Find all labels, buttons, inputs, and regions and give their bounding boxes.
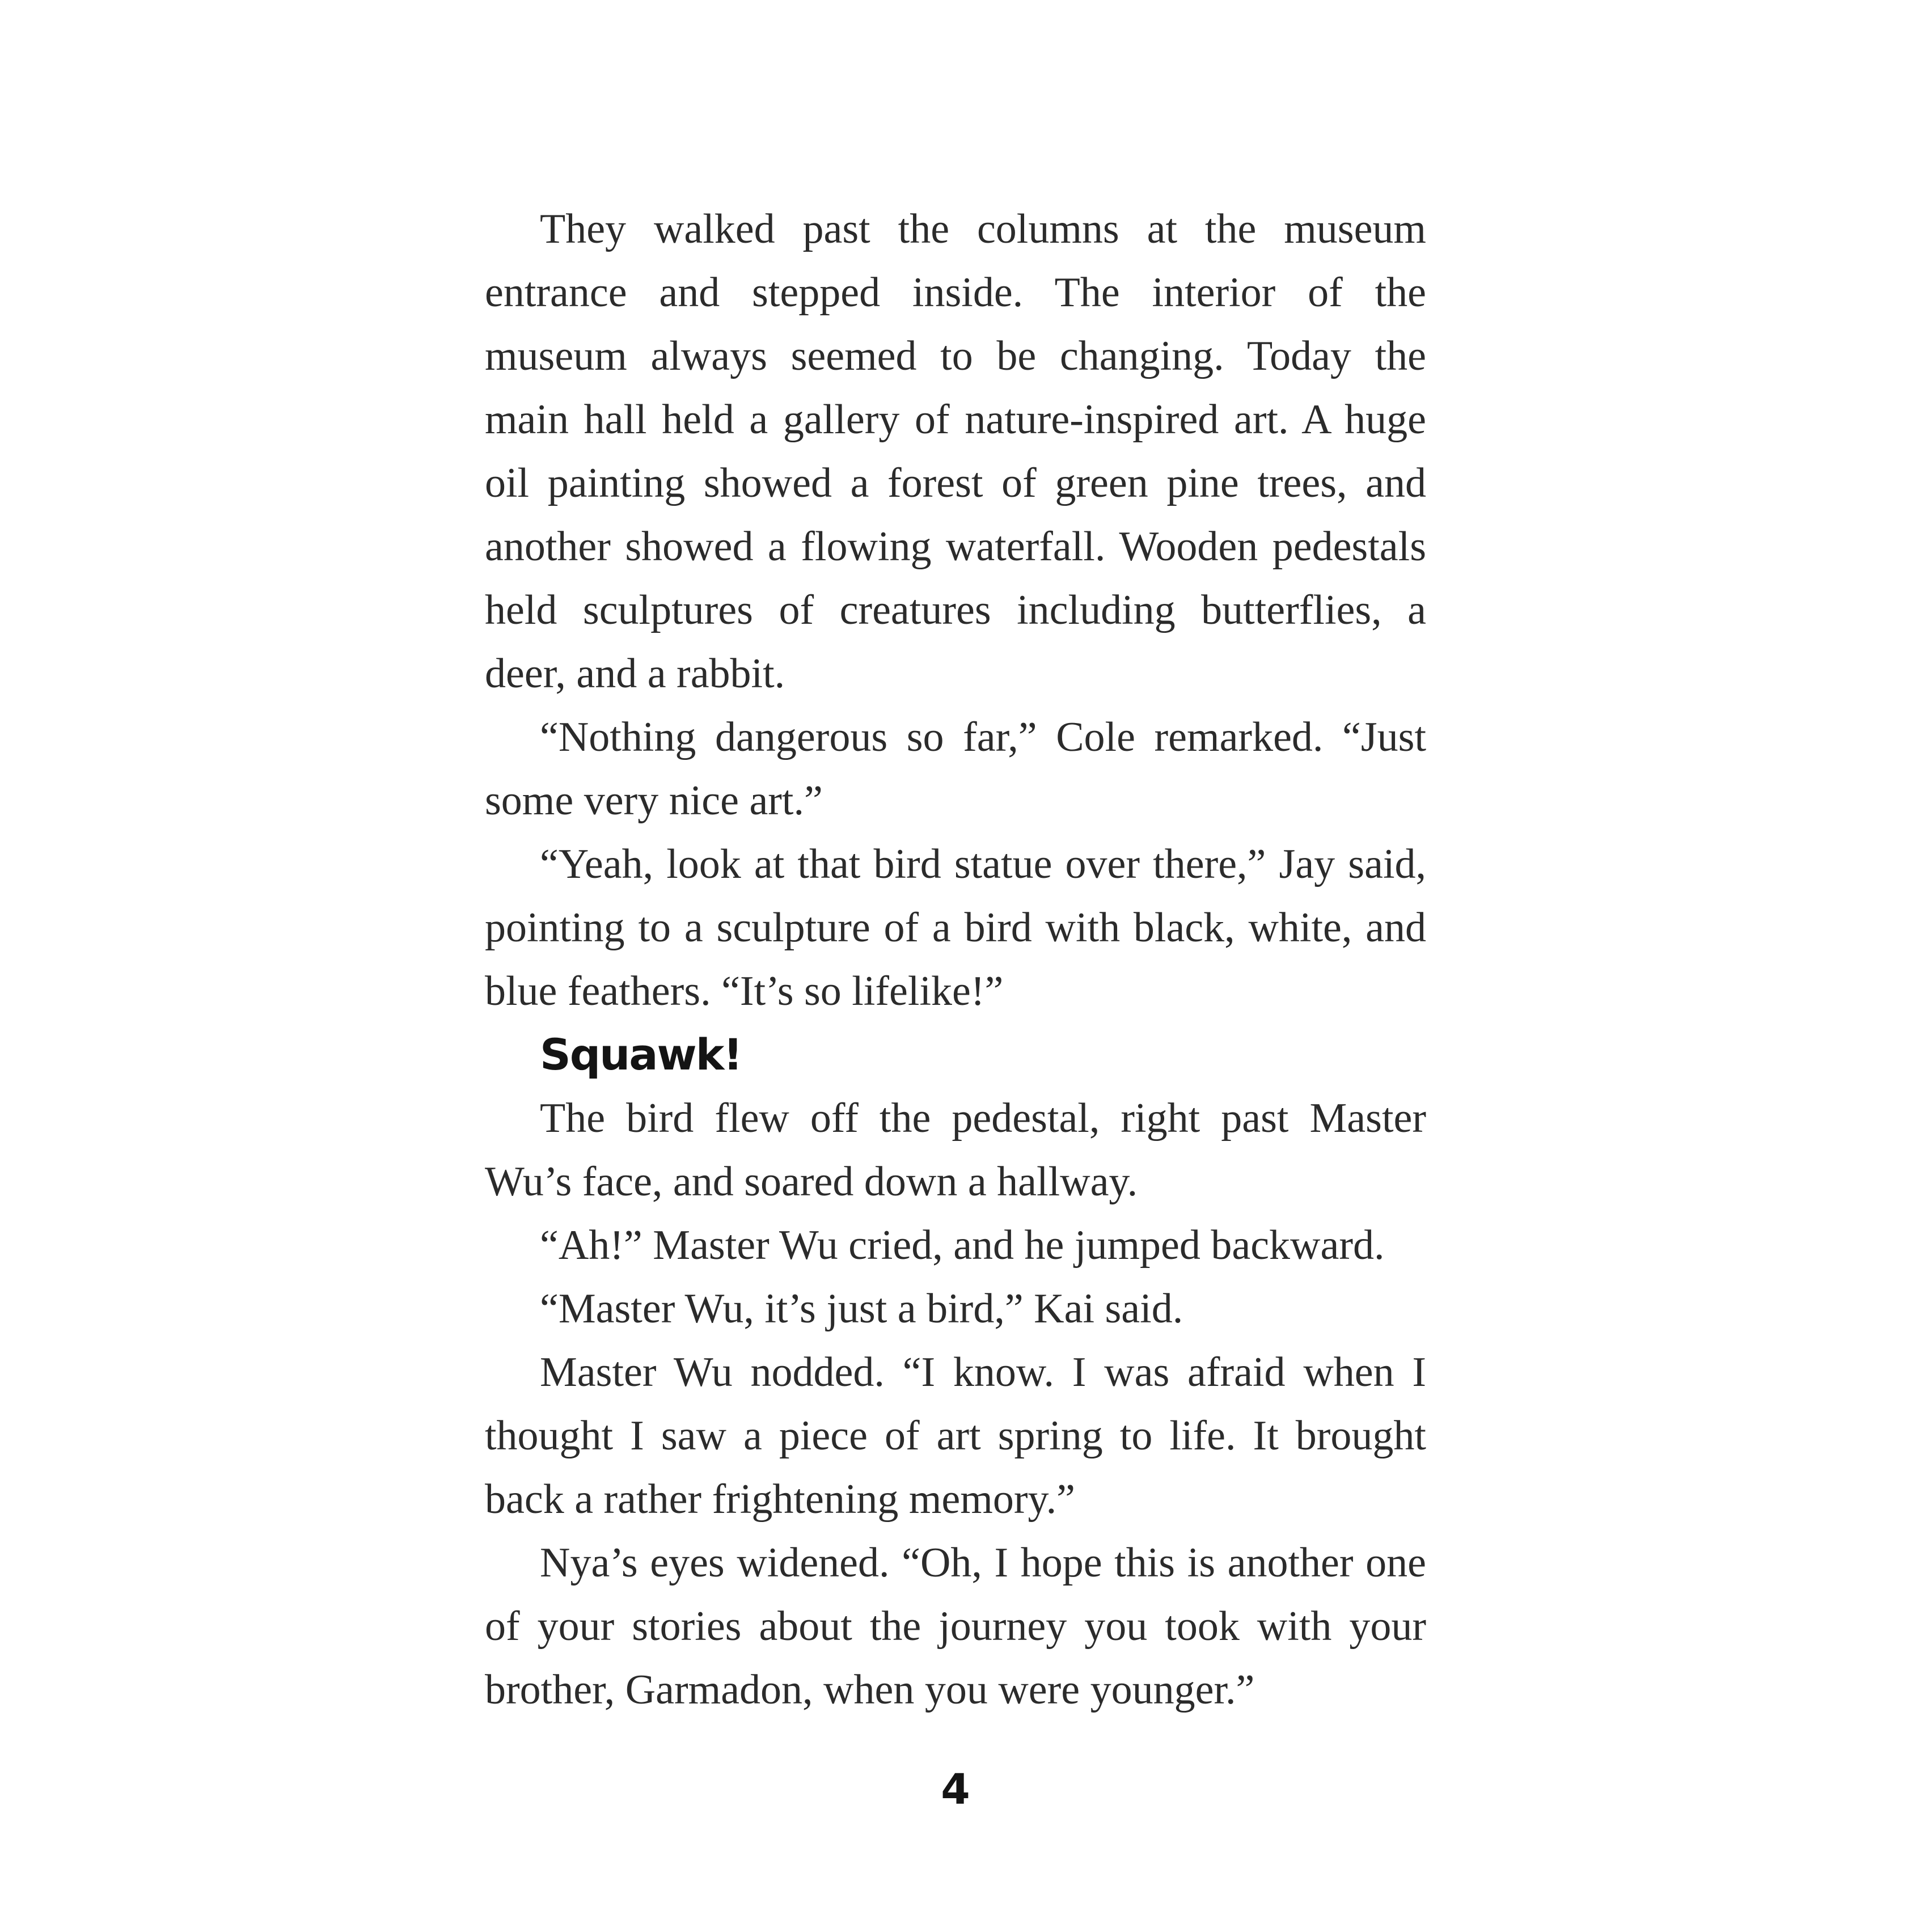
sound-effect-text: Squawk! xyxy=(540,1029,742,1080)
text-line: another showed a flowing waterfall. Wooden pedestals xyxy=(485,523,1426,570)
text-line: back a rather frightening memory.” xyxy=(485,1476,1076,1523)
text-block xyxy=(485,197,1426,1722)
text-line: “Nothing dangerous so far,” Cole remarked. “Just xyxy=(540,714,1426,760)
text-line: Nya’s eyes widened. “Oh, I hope this is another one xyxy=(540,1540,1426,1586)
text-line: thought I saw a piece of art spring to life. It brought xyxy=(485,1413,1426,1459)
text-line: oil painting showed a forest of green pine trees, and xyxy=(485,460,1426,506)
text-line: held sculptures of creatures including butterflies, a xyxy=(485,587,1426,633)
text-line: “Yeah, look at that bird statue over there,” Jay said, xyxy=(540,841,1426,887)
text-line: “Master Wu, it’s just a bird,” Kai said. xyxy=(540,1286,1183,1332)
text-line: deer, and a rabbit. xyxy=(485,650,785,697)
text-line: main hall held a gallery of nature-inspired art. A huge xyxy=(485,396,1426,443)
text-line: some very nice art.” xyxy=(485,777,823,824)
text-line: Wu’s face, and soared down a hallway. xyxy=(485,1159,1138,1205)
text-line: museum always seemed to be changing. Today the xyxy=(485,333,1426,379)
page-number: 4 xyxy=(941,1765,970,1814)
text-line: pointing to a sculpture of a bird with black, white, and xyxy=(485,904,1426,951)
text-line: entrance and stepped inside. The interior of the xyxy=(485,269,1426,316)
text-line: blue feathers. “It’s so lifelike!” xyxy=(485,968,1004,1014)
text-line: of your stories about the journey you took with your xyxy=(485,1603,1426,1650)
text-line: brother, Garmadon, when you were younger.” xyxy=(485,1667,1255,1713)
text-line: Master Wu nodded. “I know. I was afraid when I xyxy=(540,1349,1426,1396)
text-line: “Ah!” Master Wu cried, and he jumped backward. xyxy=(540,1222,1385,1269)
text-line: They walked past the columns at the museum xyxy=(540,206,1426,252)
text-line: The bird flew off the pedestal, right past Master xyxy=(540,1095,1426,1142)
